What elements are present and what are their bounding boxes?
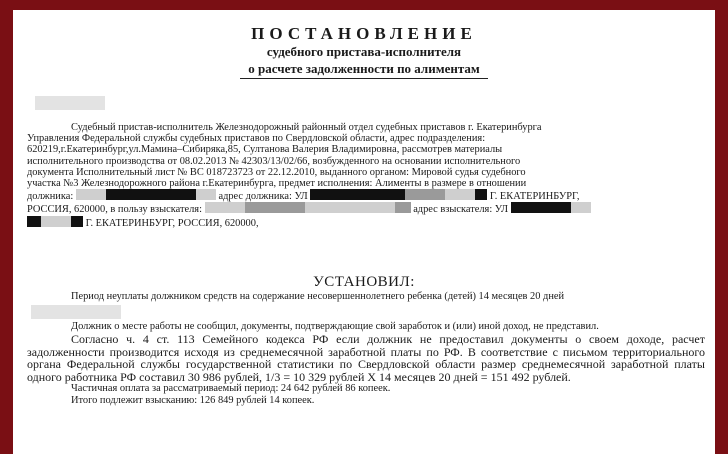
- redacted-address: [571, 202, 591, 213]
- redacted-date: [35, 96, 105, 110]
- claimant-address-label: адрес взыскателя: УЛ: [413, 204, 509, 216]
- findings-section: [27, 291, 705, 407]
- calculation-paragraph: Согласно ч. 4 ст. 113 Семейного кодекса РФ если должник не предоставил документы о своем доходе, расчет задолженности производится исходя из среднемесячной заработной платы по РФ. В соответствие с письмом территориального органа Федеральной службы государственной статистики по Свердловской области размер среднемесячной заработной платы одного работника РФ составил 30 986 рублей, 1/3 = 10 329 рублей Х 14 месяцев 20 дней = 151 492 рублей.: [27, 332, 705, 384]
- partial-payment-line: Частичная оплата за рассматриваемый период: 24 642 рублей 86 копеек.: [71, 383, 391, 395]
- intro-paragraph: [27, 122, 703, 229]
- redacted-block: [31, 305, 121, 319]
- redacted-name: [245, 202, 305, 213]
- intro-line: Управления Федеральной службы судебных приставов по Свердловской области, адрес подразделения:: [27, 133, 486, 145]
- intro-line: Судебный пристав-исполнитель Железнодорожный районный отдел судебных приставов г. Екатеринбурга: [71, 122, 542, 133]
- intro-line: [27, 216, 703, 229]
- period-paragraph: Период неуплаты должником средств на содержание несовершеннолетнего ребенка (детей) 14 месяцев 20 дней: [71, 291, 565, 302]
- redacted-address: [445, 189, 475, 200]
- redacted-address: [475, 189, 487, 200]
- redacted-name: [395, 202, 411, 213]
- redacted-address: [27, 216, 41, 227]
- redacted-name: [106, 189, 196, 200]
- intro-line: [27, 189, 703, 202]
- redacted-name: [196, 189, 216, 200]
- redacted-line: [27, 303, 705, 321]
- section-heading: УСТАНОВИЛ:: [313, 274, 415, 290]
- redacted-address: [310, 189, 405, 200]
- debtor-address-label: адрес должника: УЛ: [218, 191, 308, 203]
- intro-line: исполнительного производства от 08.02.2013 № 42303/13/02/66, возбужденного на основании исполнительного: [27, 155, 521, 167]
- claimant-city: Г. ЕКАТЕРИНБУРГ, РОССИЯ, 620000,: [85, 217, 259, 229]
- intro-line: [27, 202, 703, 215]
- document-title: ПОСТАНОВЛЕНИЕ: [251, 24, 477, 43]
- claimant-label: РОССИЯ, 620000, в пользу взыскателя:: [27, 204, 202, 216]
- intro-line: 620219,г.Екатеринбург,ул.Мамина–Сибиряка,85, Султанова Валерия Владимировна, рассмотрев материалы: [27, 144, 503, 156]
- document-subtitle: судебного пристава-исполнителя: [266, 44, 462, 59]
- total-due-line: Итого подлежит взысканию: 126 849 рублей 14 копеек.: [71, 395, 315, 407]
- redacted-name: [76, 189, 106, 200]
- redacted-address: [405, 189, 445, 200]
- debtor-label: должника:: [27, 191, 74, 203]
- redacted-name: [205, 202, 245, 213]
- document-subtitle-2: о расчете задолженности по алиментам: [240, 61, 487, 79]
- redacted-address: [71, 216, 83, 227]
- debtor-city: Г. ЕКАТЕРИНБУРГ,: [489, 191, 580, 203]
- redacted-name: [305, 202, 395, 213]
- document-page: [13, 10, 715, 454]
- redacted-address: [41, 216, 71, 227]
- employment-paragraph: Должник о месте работы не сообщил, документы, подтверждающие свой заработок и (или) иной доход, не представил.: [71, 321, 599, 332]
- redacted-address: [511, 202, 571, 213]
- intro-line: документа Исполнительный лист № ВС 018723723 от 22.12.2010, выданного органом: Мировой судья судебного: [27, 166, 526, 178]
- intro-line: участка №3 Железнодорожного района г.Екатеринбурга, предмет исполнения: Алименты в размере в отношении: [27, 178, 527, 190]
- document-subtitle-2-wrap: [13, 60, 715, 79]
